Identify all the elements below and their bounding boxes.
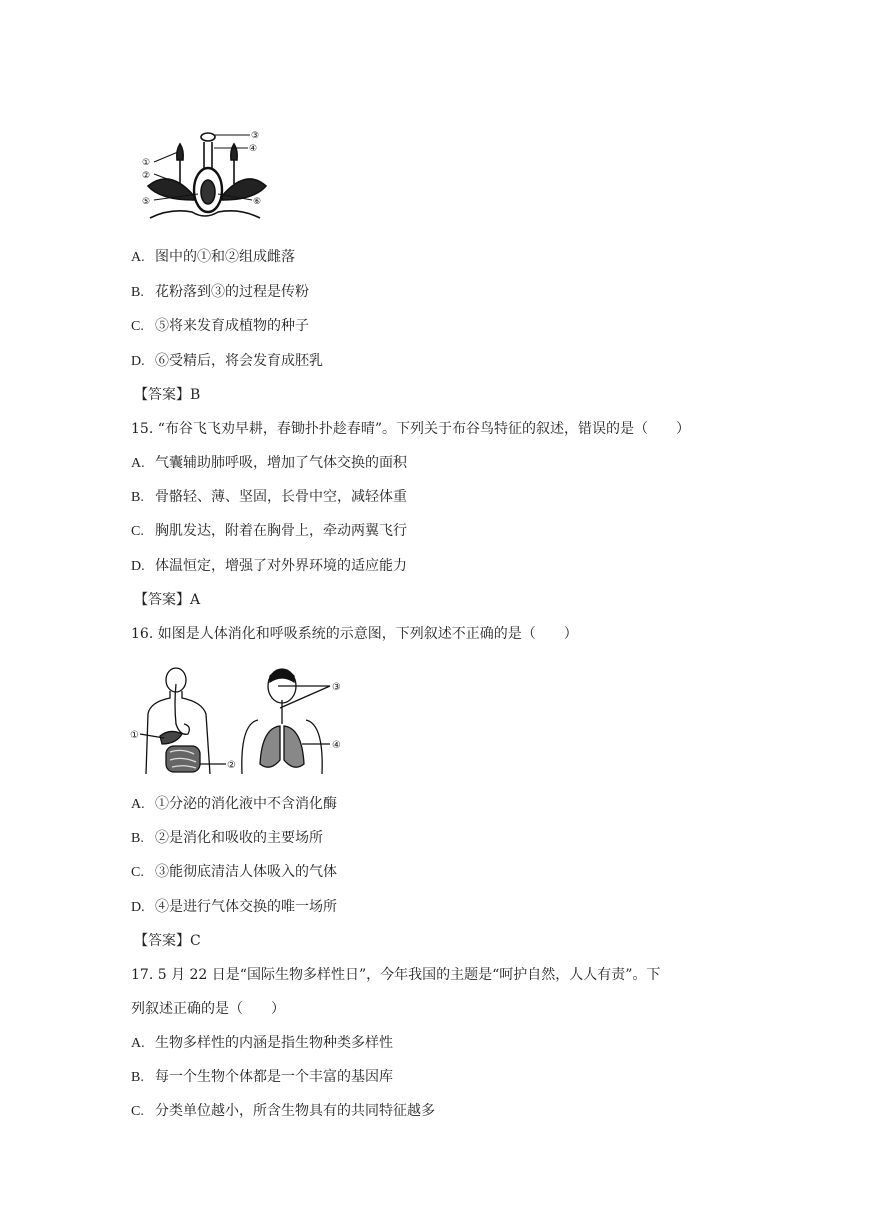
q16-option-b: B. ②是消化和吸收的主要场所 [131, 830, 323, 846]
flower-label-6: ⑥ [253, 197, 262, 207]
q17-option-b: B. 每一个生物个体都是一个丰富的基因库 [131, 1069, 393, 1085]
q15-stem: 15. “布谷飞飞劝早耕，春锄扑扑趁春晴”。下列关于布谷鸟特征的叙述，错误的是（ ） [131, 421, 691, 437]
q14-option-a: A. 图中的①和②组成雌落 [131, 249, 295, 265]
flower-label-4: ④ [249, 144, 258, 154]
q15-option-b: B. 骨骼轻、薄、坚固，长骨中空，减轻体重 [131, 489, 407, 505]
q14-option-c: C. ⑤将来发育成植物的种子 [131, 318, 309, 334]
q17-stem-line2: 列叙述正确的是（ ） [131, 1001, 285, 1017]
q17-option-c: C. 分类单位越小，所含生物具有的共同特征越多 [131, 1103, 435, 1119]
flower-label-2: ② [142, 171, 151, 181]
q14-answer: 【答案】B [134, 387, 201, 403]
respiratory-label-4: ④ [332, 740, 341, 751]
q16-option-c: C. ③能彻底清洁人体吸入的气体 [131, 864, 337, 880]
q17-option-a: A. 生物多样性的内涵是指生物种类多样性 [131, 1035, 393, 1051]
q15-option-a: A. 气囊辅助肺呼吸，增加了气体交换的面积 [131, 455, 407, 471]
q16-option-a: A. ①分泌的消化液中不含消化酶 [131, 796, 337, 812]
q14-option-d: D. ⑥受精后，将会发育成胚乳 [131, 353, 323, 369]
flower-diagram [140, 128, 270, 228]
q16-stem: 16. 如图是人体消化和呼吸系统的示意图，下列叙述不正确的是（ ） [131, 626, 578, 642]
digestive-label-1: ① [130, 730, 139, 741]
q16-answer: 【答案】C [134, 933, 201, 949]
q14-option-b: B. 花粉落到③的过程是传粉 [131, 284, 309, 300]
q15-option-c: C. 胸肌发达，附着在胸骨上，牵动两翼飞行 [131, 523, 407, 539]
q15-answer: 【答案】A [134, 592, 201, 608]
q17-stem-line1: 17. 5 月 22 日是“国际生物多样性日”，今年我国的主题是“呵护自然，人人有责”。下 [131, 967, 661, 983]
flower-label-1: ① [142, 158, 151, 168]
q15-option-d: D. 体温恒定，增强了对外界环境的适应能力 [131, 558, 407, 574]
flower-label-3: ③ [251, 131, 260, 141]
digestive-respiratory-diagram [130, 664, 355, 784]
q16-option-d: D. ④是进行气体交换的唯一场所 [131, 899, 337, 915]
respiratory-label-3: ③ [332, 682, 341, 693]
digestive-label-2: ② [227, 760, 236, 771]
flower-label-5: ⑤ [142, 197, 151, 207]
